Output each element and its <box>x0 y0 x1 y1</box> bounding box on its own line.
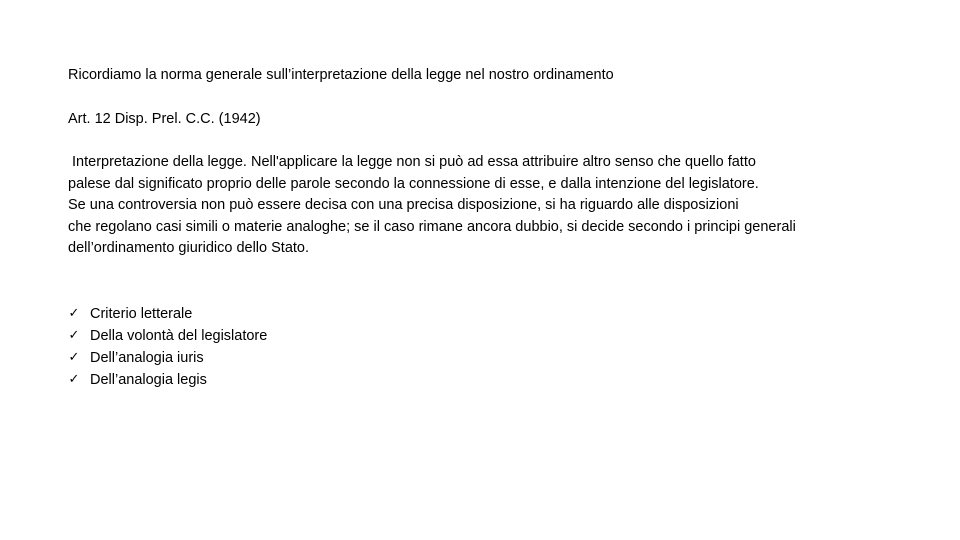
list-item-label: Dell’analogia legis <box>90 372 207 388</box>
article-text <box>68 152 948 260</box>
check-icon: ✓ <box>68 328 80 343</box>
intro-text: Ricordiamo la norma generale sull’interpretazione della legge nel nostro ordinamento <box>68 67 614 83</box>
check-icon: ✓ <box>68 350 80 365</box>
check-icon: ✓ <box>68 306 80 321</box>
list-item-label: Della volontà del legislatore <box>90 328 268 344</box>
article-text-line: Interpretazione della legge. Nell'applicare la legge non si può ad essa attribuire altro senso che quello fatto <box>68 154 756 170</box>
article-reference: Art. 12 Disp. Prel. C.C. (1942) <box>68 111 261 127</box>
list-item-label: Dell’analogia iuris <box>90 350 204 366</box>
list-item <box>68 347 267 369</box>
article-text-line: che regolano casi simili o materie analoghe; se il caso rimane ancora dubbio, si decide secondo i principi generali <box>68 218 796 235</box>
article-text-line: dell’ordinamento giuridico dello Stato. <box>68 240 310 256</box>
article-text-line: Se una controversia non può essere decisa con una precisa disposizione, si ha riguardo alle disposizioni <box>68 197 739 213</box>
list-item <box>68 369 267 391</box>
article-text-line: palese dal significato proprio delle parole secondo la connessione di esse, e dalla intenzione del legislatore. <box>68 175 759 192</box>
criteria-checklist <box>68 303 267 391</box>
check-icon: ✓ <box>68 372 80 387</box>
list-item-label: Criterio letterale <box>90 306 193 322</box>
list-item <box>68 325 267 347</box>
list-item <box>68 303 267 325</box>
